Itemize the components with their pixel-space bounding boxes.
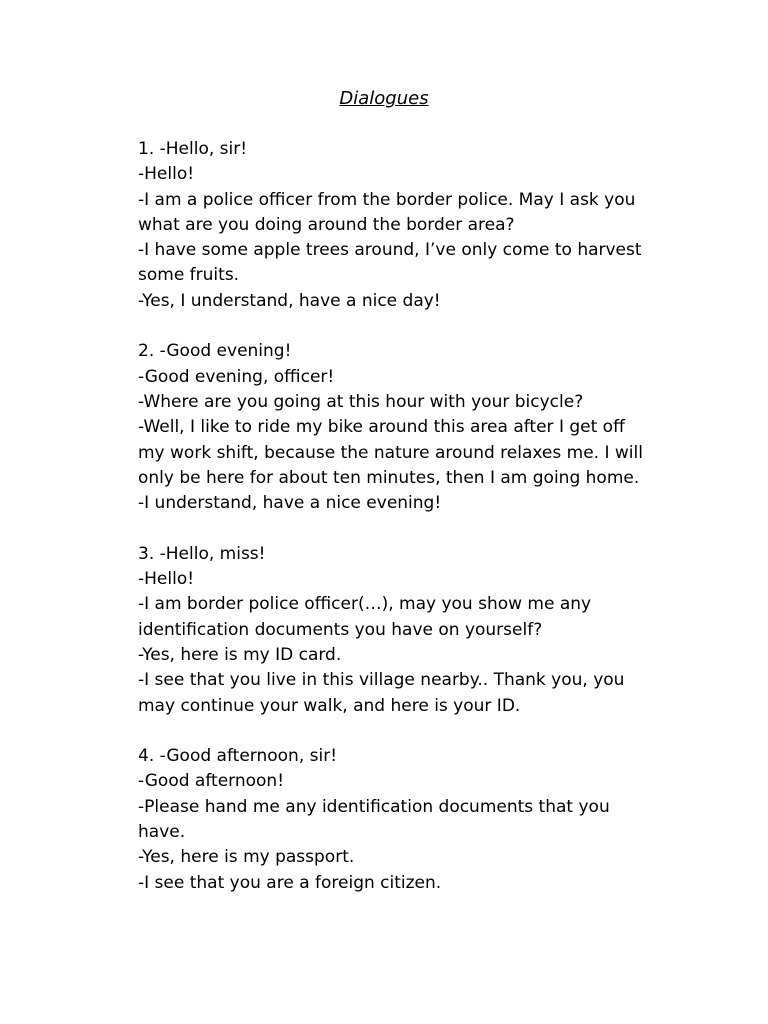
- dialogue-line: -Yes, here is my ID card.: [138, 644, 342, 665]
- dialogue-line: what are you doing around the border area?: [138, 214, 515, 235]
- dialogue-line: 1. -Hello, sir!: [138, 139, 248, 159]
- dialogue-line: identification documents you have on yourself?: [138, 619, 543, 640]
- document-title: Dialogues: [339, 88, 429, 109]
- dialogue-line: may continue your walk, and here is your ID.: [138, 695, 521, 716]
- dialogue-line: have.: [138, 822, 186, 843]
- dialogue-line: 2. -Good evening!: [138, 341, 292, 362]
- dialogue-line: -I understand, have a nice evening!: [138, 493, 442, 514]
- dialogue-spacer: [138, 314, 698, 339]
- dialogue-2: [138, 339, 698, 516]
- dialogue-line: -Hello!: [138, 164, 195, 185]
- dialogue-line: my work shift, because the nature around relaxes me. I will: [138, 442, 643, 463]
- dialogue-line: some fruits.: [138, 265, 240, 286]
- dialogue-line: -I am border police officer(…), may you show me any: [138, 594, 592, 615]
- dialogue-line: 3. -Hello, miss!: [138, 543, 266, 564]
- dialogue-line: -Well, I like to ride my bike around this area after I get off: [138, 417, 625, 438]
- dialogue-line: -I see that you live in this village nearby.. Thank you, you: [138, 670, 625, 691]
- dialogue-line: -Hello!: [138, 569, 195, 590]
- dialogue-line: -Yes, here is my passport.: [138, 847, 355, 868]
- dialogue-line: -I have some apple trees around, I’ve only come to harvest: [138, 240, 642, 261]
- dialogue-spacer: [138, 719, 698, 744]
- dialogue-line: only be here for about ten minutes, then I am going home.: [138, 467, 640, 488]
- dialogue-line: 4. -Good afternoon, sir!: [138, 746, 338, 767]
- dialogue-line: -I see that you are a foreign citizen.: [138, 872, 442, 893]
- dialogue-spacer: [138, 516, 698, 541]
- dialogue-3: [138, 542, 698, 719]
- dialogue-body: [138, 137, 698, 896]
- dialogue-line: -Good evening, officer!: [138, 366, 335, 387]
- dialogue-line: -Yes, I understand, have a nice day!: [138, 290, 441, 311]
- dialogue-1: [138, 137, 698, 314]
- dialogue-line: -Where are you going at this hour with your bicycle?: [138, 391, 584, 412]
- dialogue-4: [138, 744, 698, 896]
- dialogue-line: -Good afternoon!: [138, 771, 285, 792]
- dialogue-line: -Please hand me any identification documents that you: [138, 796, 610, 817]
- dialogue-line: -I am a police officer from the border police. May I ask you: [138, 189, 636, 210]
